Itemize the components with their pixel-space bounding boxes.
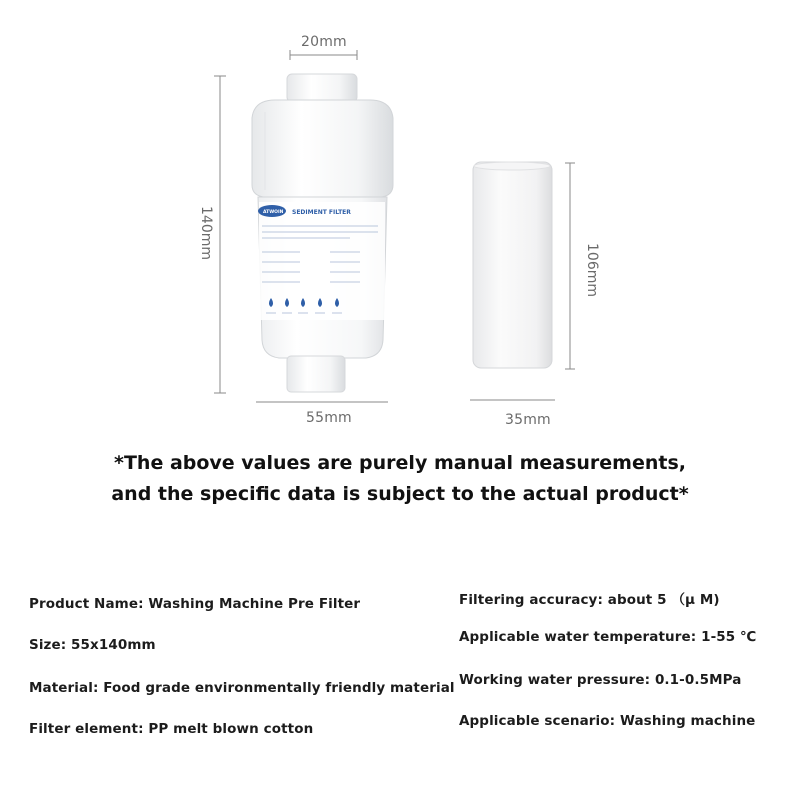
spec-water-pressure: Working water pressure: 0.1-0.5MPa — [459, 672, 742, 688]
element-height-dimension — [565, 163, 575, 369]
spec-size: Size: 55x140mm — [29, 637, 156, 653]
top-width-label: 20mm — [301, 34, 347, 50]
spec-scenario: Applicable scenario: Washing machine — [459, 713, 756, 729]
base-width-label: 55mm — [306, 410, 352, 426]
measurement-note — [0, 448, 800, 510]
filter-housing — [252, 74, 393, 392]
element-width-label: 35mm — [505, 412, 551, 428]
filter-cartridge — [473, 162, 552, 368]
spec-filtering-accuracy: Filtering accuracy: about 5 （μ M) — [459, 592, 720, 608]
element-height-label: 106mm — [584, 243, 600, 297]
spec-material: Material: Food grade environmentally friendly material — [29, 680, 455, 696]
spec-water-temperature: Applicable water temperature: 1-55 ℃ — [459, 629, 757, 645]
note-line-1: *The above values are purely manual measurements, — [114, 452, 686, 474]
height-dimension-left — [214, 76, 226, 393]
spec-filter-element: Filter element: PP melt blown cotton — [29, 721, 314, 737]
height-label: 140mm — [198, 206, 214, 260]
label-title: SEDIMENT FILTER — [292, 209, 351, 216]
top-width-dimension — [290, 50, 357, 60]
brand-name: ATWOIN — [263, 210, 284, 215]
note-line-2: and the specific data is subject to the actual product* — [111, 483, 689, 505]
product-label — [258, 202, 385, 320]
spec-product-name: Product Name: Washing Machine Pre Filter — [29, 596, 361, 612]
